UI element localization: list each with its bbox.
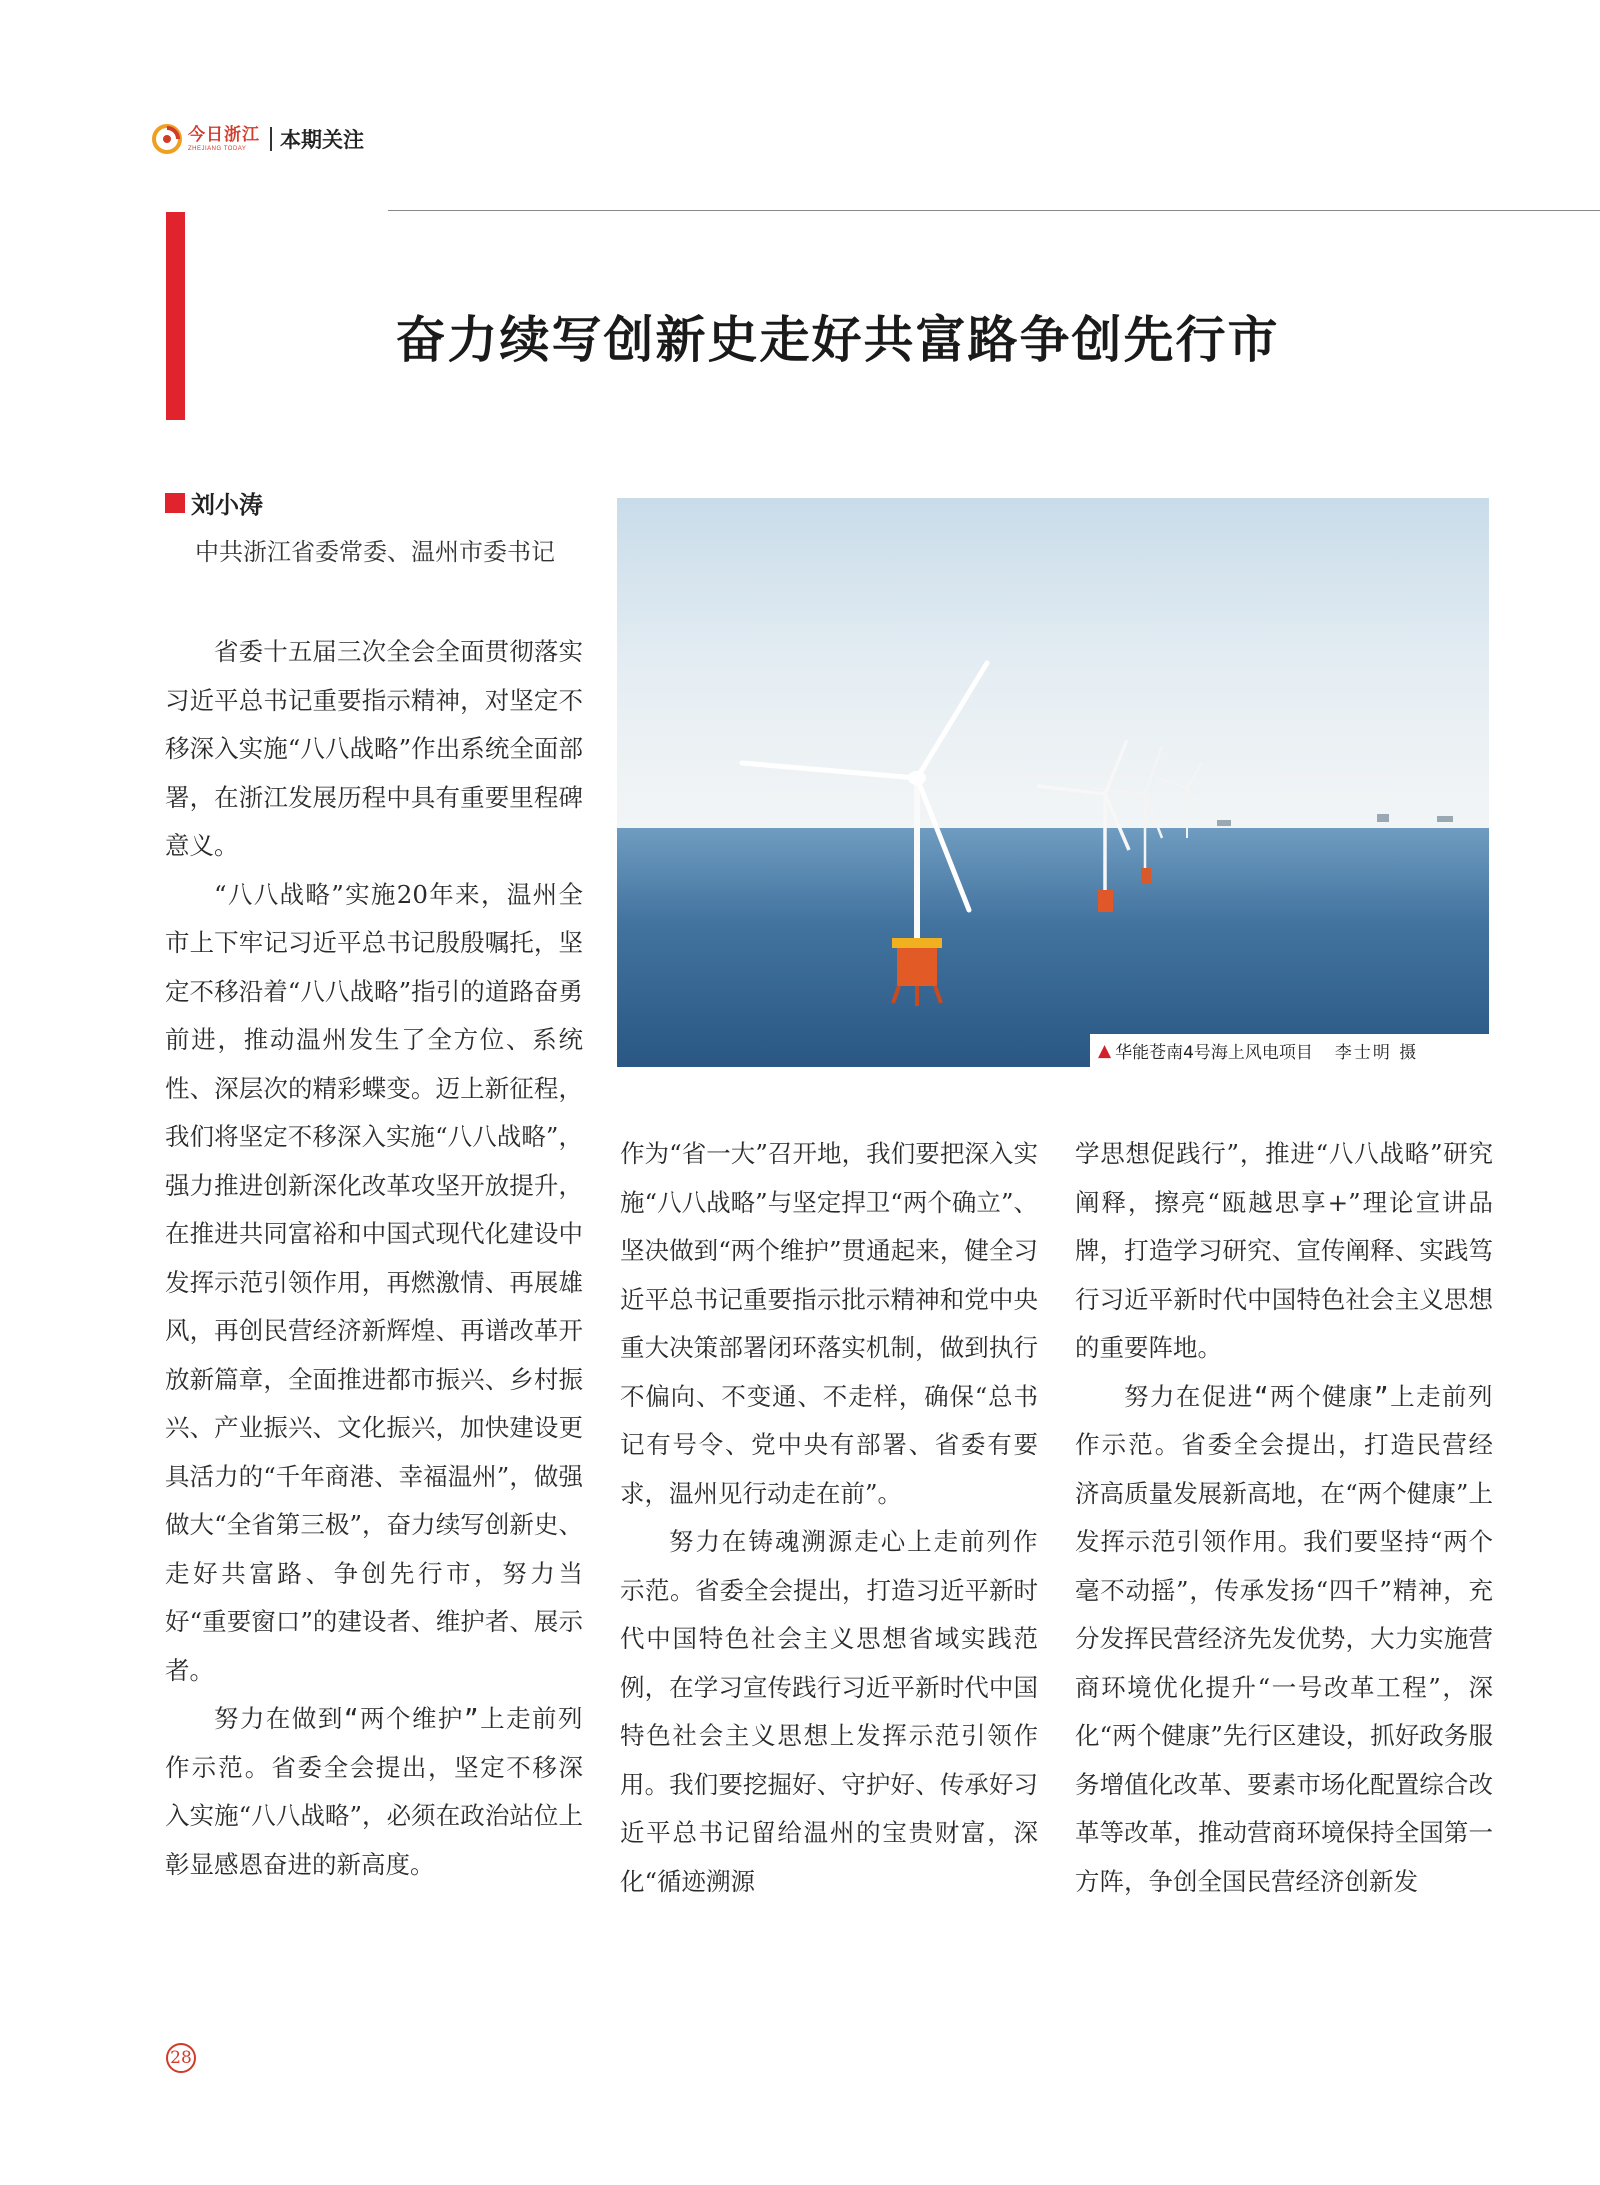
section-label: 本期关注 (280, 128, 364, 152)
article-column-2 (620, 1130, 1038, 1906)
caption-text: 华能苍南4号海上风电项目 (1115, 1043, 1313, 1063)
paragraph-6: 学思想促践行”，推进“八八战略”研究阐释，擦亮“瓯越思享+”理论宣讲品牌，打造学习研究、宣传阐释、实践笃行习近平新时代中国特色社会主义思想的重要阵地。 (1075, 1139, 1493, 1362)
paragraph-5-lead: 努力在铸魂溯源走心上走前列作示范。 (620, 1527, 1038, 1605)
magazine-header (152, 117, 364, 161)
photo-credit: 李士明 摄 (1334, 1043, 1419, 1063)
logo-chinese-text: 今日浙江 (188, 124, 260, 145)
paragraph-7-body: 省委全会提出，打造民营经济高质量发展新高地，在“两个健康”上发挥示范引领作用。我们要坚持“两个毫不动摇”，传承发扬“四千”精神，充分发挥民营经济先发优势，大力实施营商环境优化提升“一号改革工程”，深化“两个健康”先行区建设，抓好政务服务增值化改革、要素市场化配置综合改革等改革，推动营商环境保持全国第一方阵，争创全国民营经济创新发 (1075, 1430, 1494, 1896)
paragraph-7-lead: 努力在促进“两个健康”上走前列作示范。 (1075, 1381, 1493, 1459)
caption-triangle-icon: ▲ (1098, 1040, 1112, 1061)
title-accent-bar (166, 212, 185, 420)
article-title: 奋力续写创新史走好共富路争创先行市 (395, 310, 1280, 369)
author-byline (165, 485, 263, 520)
paragraph-7 (1075, 1373, 1493, 1907)
paragraph-4: 作为“省一大”召开地，我们要把深入实施“八八战略”与坚定捍卫“两个确立”、坚决做到“两个维护”贯通起来，健全习近平总书记重要指示批示精神和党中央重大决策部署闭环落实机制，做到执行不偏向、不变通、不走样，确保“总书记有号令、党中央有部署、省委有要求，温州见行动走在前”。 (620, 1139, 1038, 1508)
article-column-3 (1075, 1130, 1493, 1906)
paragraph-3-lead: 努力在做到“两个维护”上走前列作示范。 (165, 1704, 583, 1782)
header-divider (270, 127, 272, 151)
paragraph-3-body: 省委全会提出，坚定不移深入实施“八八战略”，必须在政治站位上彰显感恩奋进的新高度。 (165, 1752, 584, 1879)
paragraph-3 (165, 1695, 583, 1889)
paragraph-5 (620, 1518, 1038, 1906)
paragraph-5-body: 省委全会提出，打造习近平新时代中国特色社会主义思想省域实践范例，在学习宣传践行习近平新时代中国特色社会主义思想上发挥示范引领作用。我们要挖掘好、守护好、传承好习近平总书记留给温州的宝贵财富，深化“循迹溯源 (620, 1575, 1038, 1896)
paragraph-1: 省委十五届三次全会全面贯彻落实习近平总书记重要指示精神，对坚定不移深入实施“八八战略”作出系统全面部署，在浙江发展历程中具有重要里程碑意义。 (165, 637, 583, 860)
logo-english-text: ZHEJIANG TODAY (188, 145, 247, 152)
paragraph-2: “八八战略”实施20年来，温州全市上下牢记习近平总书记殷殷嘱托，坚定不移沿着“八八战略”指引的道路奋勇前进，推动温州发生了全方位、系统性、深层次的精彩蝶变。迈上新征程，我们将坚定不移深入实施“八八战略”，强力推进创新深化改革攻坚开放提升，在推进共同富裕和中国式现代化建设中发挥示范引领作用，再燃激情、再展雄风，再创民营经济新辉煌、再谱改革开放新篇章，全面推进都市振兴、乡村振兴、产业振兴、文化振兴，加快建设更具活力的“千年商港、幸福温州”，做强做大“全省第三极”，奋力续写创新史、走好共富路、争创先行市，努力当好“重要窗口”的建设者、维护者、展示者。 (165, 879, 583, 1685)
magazine-logo (152, 124, 260, 154)
photo-caption (1090, 1034, 1489, 1067)
logo-swirl-icon (152, 124, 182, 154)
header-rule-line (388, 210, 1600, 211)
author-position: 中共浙江省委常委、温州市委书记 (195, 538, 555, 566)
page-number: 28 (166, 2043, 196, 2073)
wind-farm-photo (617, 498, 1489, 1067)
article-column-1 (165, 628, 583, 1889)
author-name: 刘小涛 (191, 491, 263, 519)
author-marker (165, 493, 185, 513)
